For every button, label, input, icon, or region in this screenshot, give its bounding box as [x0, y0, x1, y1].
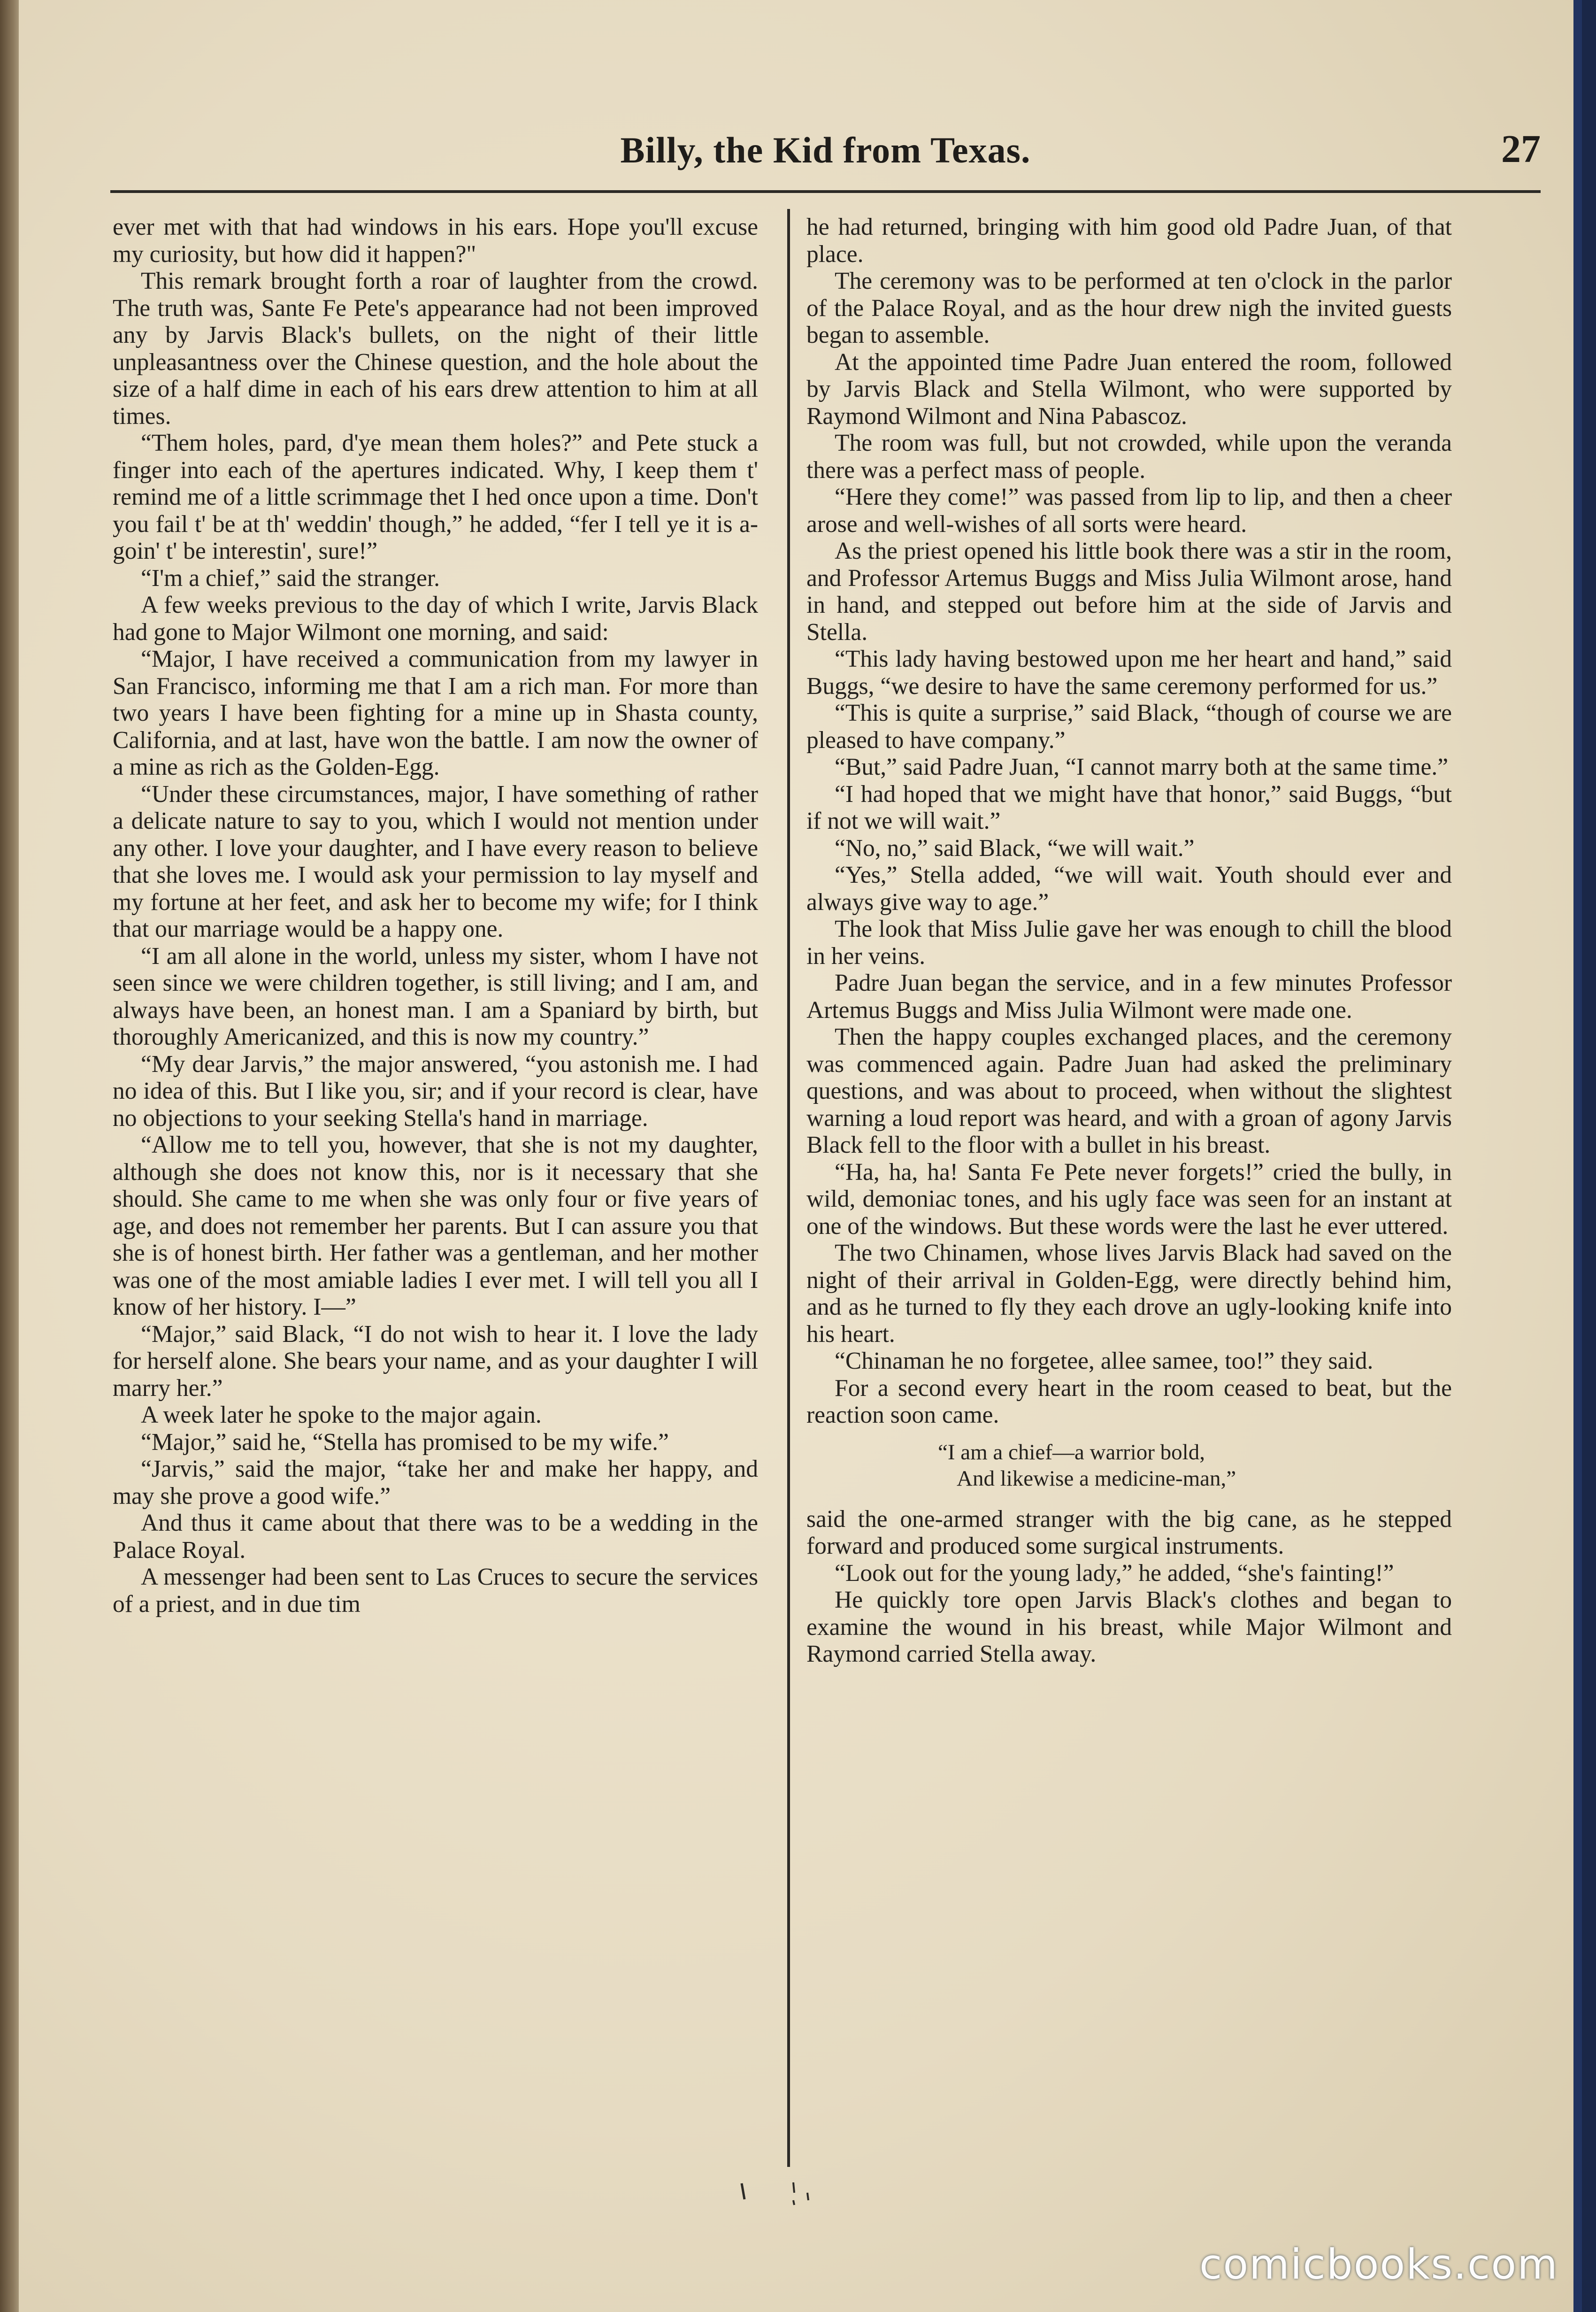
paragraph: “But,” said Padre Juan, “I cannot marry both at the same time.” — [835, 754, 1449, 780]
paragraph: And thus it came about that there was to be a wedding in the Palace Royal. — [113, 1510, 758, 1564]
paragraph: “I had hoped that we might have that honor,” said Buggs, “but if not we will wait.” — [806, 780, 1452, 834]
paragraph: “I'm a chief,” said the stranger. — [141, 564, 440, 592]
paragraph: The ceremony was to be performed at ten o'clock in the parlor of the Palace Royal, and as the hour drew nigh the invited guests began to assemble. — [806, 268, 1452, 348]
verse-quote — [806, 1439, 1452, 1492]
book-page — [19, 0, 1582, 2312]
paragraph: “Jarvis,” said the major, “take her and make her happy, and may she prove a good wife.” — [113, 1456, 758, 1510]
site-watermark: comicbooks.com — [1199, 2240, 1558, 2289]
verse-line-1: “I am a chief—a warrior bold, — [938, 1440, 1205, 1464]
paragraph: “No, no,” said Black, “we will wait.” — [835, 834, 1195, 862]
paragraph: “Here they come!” was passed from lip to lip, and then a cheer arose and well-wishes of all sorts were heard. — [806, 484, 1452, 538]
paragraph: “Allow me to tell you, however, that she is not my daughter, although she does not know this, nor is it necessary that she should. She came to me when she was only four or five years of age, and does not remember her parents. But I can assure you that she is of honest birth. Her father was a gentleman, and her mother was one of the most amiable ladies I ever met. I will tell you all I know of her history. I—” — [113, 1132, 758, 1320]
paragraph: At the appointed time Padre Juan entered the room, followed by Jarvis Black and Stella Wilmont, who were supported by Raymond Wilmont and Nina Pabascoz. — [806, 348, 1452, 430]
paragraph: “Chinaman he no forgetee, allee samee, too!” they said. — [835, 1348, 1373, 1374]
running-title: Billy, the Kid from Texas. — [620, 130, 1031, 170]
paragraph: “My dear Jarvis,” the major answered, “you astonish me. I had no idea of this. But I like you, sir; and if your record is clear, have no objections to your seeking Stella's hand in marriage. — [113, 1050, 758, 1132]
paragraph: “Look out for the young lady,” he added, “she's fainting!” — [835, 1559, 1394, 1587]
paragraph: A messenger had been sent to Las Cruces to secure the services of a priest, and in due tim — [113, 1564, 758, 1618]
right-column — [806, 214, 1452, 1668]
paragraph: “Them holes, pard, d'ye mean them holes?” and Pete stuck a finger into each of the apertures indicated. Why, I keep them t' remind me of a little scrimmage thet I hed once upon a time. Don't you fail t' be at th' weddin' though,” he added, “fer I tell ye it is a-goin' t' be interestin', sure!” — [113, 430, 758, 564]
paragraph: “Ha, ha, ha! Santa Fe Pete never forgets!” cried the bully, in wild, demoniac tones, and his ugly face was seen for an instant at one of the windows. But these words were the last he ever uttered. — [806, 1158, 1452, 1240]
paragraph: “Major,” said he, “Stella has promised to be my wife.” — [141, 1428, 669, 1456]
paragraph: The room was full, but not crowded, while upon the veranda there was a perfect mass of people. — [806, 430, 1452, 484]
paragraph: “Major, I have received a communication from my lawyer in San Francisco, informing me that I am a rich man. For more than two years I have been fighting for a mine up in Shasta county, California, and at last, have won the battle. I am now the owner of a mine as rich as the Golden-Egg. — [113, 646, 758, 780]
paragraph: For a second every heart in the room ceased to beat, but the reaction soon came. — [806, 1374, 1452, 1428]
paragraph: ever met with that had windows in his ears. Hope you'll excuse my curiosity, but how did it happen?" — [113, 214, 758, 268]
paragraph: He quickly tore open Jarvis Black's clothes and began to examine the wound in his breast, while Major Wilmont and Raymond carried Stella away. — [806, 1587, 1452, 1667]
left-column — [113, 214, 758, 1618]
paragraph: he had returned, bringing with him good old Padre Juan, of that place. — [806, 214, 1452, 268]
paragraph: The two Chinamen, whose lives Jarvis Black had saved on the night of their arrival in Golden-Egg, were directly behind him, and as he turned to fly they each drove an ugly-looking knife into his heart. — [806, 1240, 1452, 1348]
right-column-part-1 — [806, 214, 1452, 1429]
paragraph: “Yes,” Stella added, “we will wait. Youth should ever and always give way to age.” — [806, 862, 1452, 916]
paragraph: “I am all alone in the world, unless my sister, whom I have not seen since we were children together, is still living; and I am, and always have been, an honest man. I am a Spaniard by birth, but thoroughly Americanized, and this is now my country.” — [113, 942, 758, 1050]
paragraph: “This is quite a surprise,” said Black, “though of course we are pleased to have company.” — [806, 700, 1452, 754]
paragraph: A few weeks previous to the day of which I write, Jarvis Black had gone to Major Wilmont one morning, and said: — [113, 592, 758, 646]
paragraph: As the priest opened his little book there was a stir in the room, and Professor Artemus Buggs and Miss Julia Wilmont arose, hand in hand, and stepped out before him at the side of Jarvis and Stella. — [806, 538, 1452, 646]
page-header — [110, 120, 1541, 193]
paragraph: Padre Juan began the service, and in a few minutes Professor Artemus Buggs and Miss Julia Wilmont were made one. — [806, 970, 1452, 1024]
paragraph: “Major,” said Black, “I do not wish to hear it. I love the lady for herself alone. She bears your name, and as your daughter I will marry her.” — [113, 1320, 758, 1402]
paragraph: The look that Miss Julie gave her was enough to chill the blood in her veins. — [806, 916, 1452, 970]
page-number: 27 — [1501, 127, 1541, 171]
column-divider — [787, 209, 790, 2167]
paragraph: This remark brought forth a roar of laughter from the crowd. The truth was, Sante Fe Pete's appearance had not been improved any by Jarvis Black's bullets, on the night of their little unpleasantness over the Chinese question, and the hole about the size of a half dime in each of his ears drew attention to him at all times. — [113, 268, 758, 430]
paragraph: said the one-armed stranger with the big cane, as he stepped forward and produced some surgical instruments. — [806, 1505, 1452, 1559]
paragraph: A week later he spoke to the major again. — [141, 1402, 542, 1428]
paragraph: “This lady having bestowed upon me her heart and hand,” said Buggs, “we desire to have the same ceremony performed for us.” — [806, 646, 1452, 700]
paragraph: Then the happy couples exchanged places, and the ceremony was commenced again. Padre Juan had asked the preliminary questions, and was about to proceed, when without the slightest warning a loud report was heard, and with a groan of agony Jarvis Black fell to the floor with a bullet in his breast. — [806, 1024, 1452, 1158]
verse-line-2: And likewise a medicine-man,” — [957, 1466, 1236, 1491]
printer-marks — [723, 2179, 864, 2216]
paragraph: “Under these circumstances, major, I have something of rather a delicate nature to say to you, which I would not mention under any other. I love your daughter, and I have every reason to believe that she loves me. I would ask your permission to lay myself and my fortune at her feet, and ask her to become my wife; for I think that our marriage would be a happy one. — [113, 780, 758, 942]
right-column-part-2 — [806, 1506, 1452, 1668]
